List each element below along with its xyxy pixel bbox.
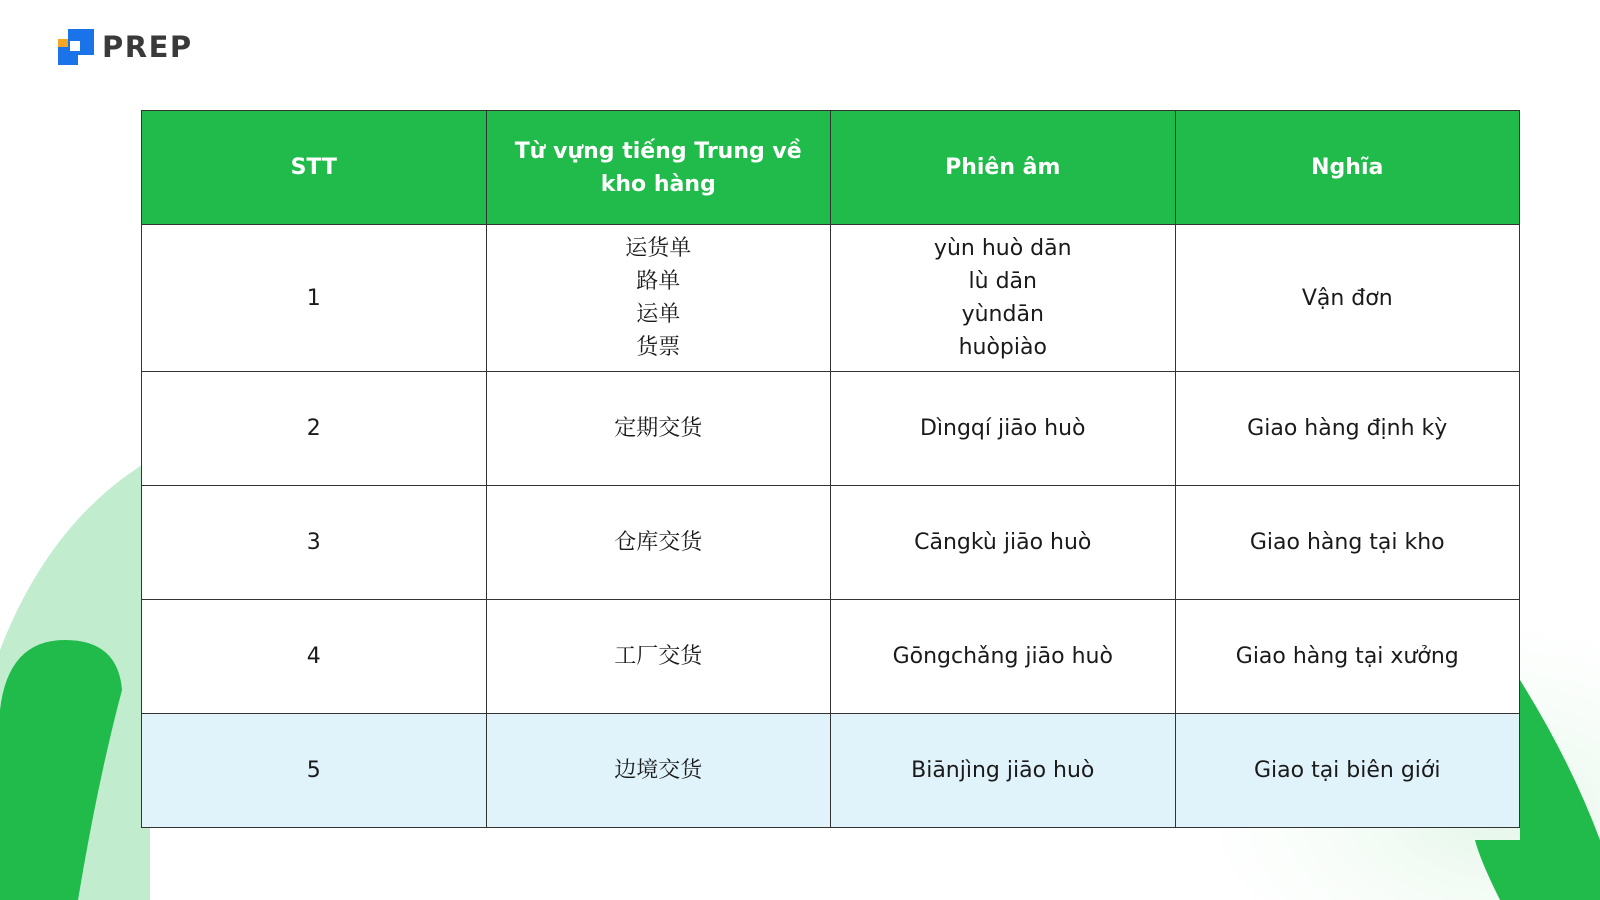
cell-meaning: Giao hàng tại xưởng [1175,600,1520,714]
cell-stt: 5 [142,714,487,828]
pinyin-term: lù dān [968,269,1037,294]
cell-stt: 1 [142,225,487,372]
vocabulary-table [141,110,1520,828]
cell-stt: 3 [142,486,487,600]
cell-meaning: Vận đơn [1175,225,1520,372]
cell-meaning: Giao hàng tại kho [1175,486,1520,600]
cell-stt: 2 [142,372,487,486]
chinese-term: 运货单 [625,236,692,261]
header-meaning: Nghĩa [1175,111,1520,225]
table-header-row [142,111,1520,225]
cell-chinese: 工厂交货 [486,600,831,714]
cell-chinese: 定期交货 [486,372,831,486]
table-row [142,600,1520,714]
header-chinese-vocabulary: Từ vựng tiếng Trung về kho hàng [486,111,831,225]
prep-logo-icon [56,27,96,67]
vocabulary-table-container [141,110,1520,828]
cell-pinyin: Biānjìng jiāo huò [831,714,1176,828]
cell-chinese: 边境交货 [486,714,831,828]
table-row [142,486,1520,600]
prep-logo [56,27,193,67]
header-stt: STT [142,111,487,225]
cell-meaning: Giao hàng định kỳ [1175,372,1520,486]
chinese-term: 货票 [636,335,681,360]
chinese-term: 路单 [636,269,681,294]
table-row-highlighted [142,714,1520,828]
chinese-term: 运单 [636,302,681,327]
cell-chinese: 仓库交货 [486,486,831,600]
pinyin-term: huòpiào [958,335,1047,360]
cell-pinyin [831,225,1176,372]
cell-pinyin: Dìngqí jiāo huò [831,372,1176,486]
cell-pinyin: Gōngchǎng jiāo huò [831,600,1176,714]
table-row [142,372,1520,486]
cell-meaning: Giao tại biên giới [1175,714,1520,828]
pinyin-term: yùn huò dān [933,236,1072,261]
header-pinyin: Phiên âm [831,111,1176,225]
prep-logo-text: PREP [102,30,193,64]
cell-pinyin: Cāngkù jiāo huò [831,486,1176,600]
cell-chinese [486,225,831,372]
pinyin-term: yùndān [961,302,1044,327]
table-row [142,225,1520,372]
cell-stt: 4 [142,600,487,714]
